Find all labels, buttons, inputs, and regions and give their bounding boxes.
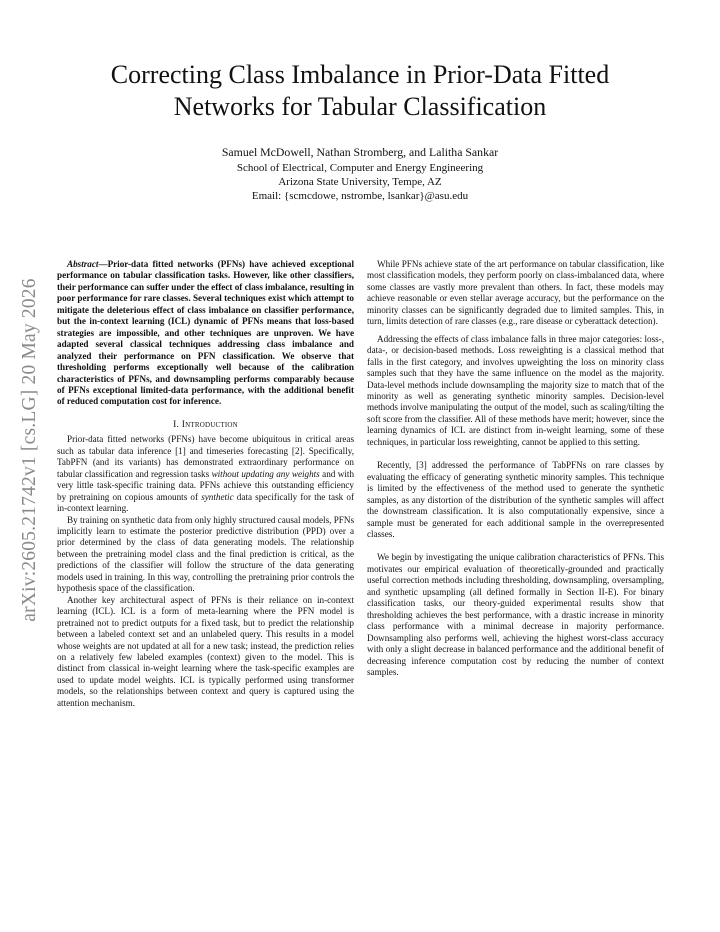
intro-paragraph-2: By training on synthetic data from only highly structured causal models, PFNs implicitly learn to estimate the posterior predictive distribution (PPD) over a prior determined by the class of data generating models. The relationship between the pretraining model class and the final prediction is critical, as the predictions of the classifier will follow the structure of the data generating models used in training. In this way, controlling the pretraining prior controls the hypothesis space of the classification. (57, 514, 354, 594)
author-email: Email: {scmcdowe, nstrombe, lsankar}@asu.edu (251, 190, 469, 202)
affiliation-school: School of Electrical, Computer and Energy Engineering (236, 162, 484, 174)
title-line-2: Networks for Tabular Classification (173, 92, 547, 121)
paper-title (60, 59, 660, 123)
intro-paragraph-6: Recently, [3] addressed the performance of TabPFNs on rare classes by evaluating the efficacy of generating synthetic minority samples. This technique is limited by the effectiveness of the method used to generate the synthetic samples, as any distortion of the distribution of the synthetic samples will affect the downstream classification. It is also computationally expensive, since a sample must be generated for each additional sample in the overrepresented classes. (367, 460, 664, 539)
arxiv-identifier: arXiv:2605.21742v1 [cs.LG] 20 May 2026 (19, 278, 40, 622)
intro-p1-emphasis-2: synthetic (201, 491, 234, 502)
abstract (57, 259, 354, 408)
intro-paragraph-7: We begin by investigating the unique calibration characteristics of PFNs. This motivates our empirical evaluation of theoretically-grounded and practically useful correction methods including thresholding, downsampling, oversampling, and synthetic upsampling (all defined formally in Section II-E). For binary classification tasks, our theory-guided experimental results show that thresholding achieves the best performance, with a drastic increase in minority class performance with a minimal decrease in majority performance. Downsampling also performs well, achieving the highest worst-class accuracy with only a slight decrease in balanced performance and the additional benefit of decreasing inference computation cost by reducing the number of context samples. (367, 552, 664, 677)
intro-p1-text-c: data specifically for the task of in-context learning. (57, 491, 354, 514)
intro-paragraph-1 (57, 434, 354, 514)
intro-p1-text-b: and with very little task-specific training data. PFNs achieve this outstanding efficiency by pretraining on copious amounts of (57, 468, 355, 502)
intro-p1-text-a: Prior-data fitted networks (PFNs) have become ubiquitous in critical areas such as tabular data inference [1] and timeseries forecasting [2]. Specifically, TabPFN (and its variants) has demonstrated extraordinary performance on tabular classification and regression tasks (57, 434, 354, 479)
abstract-label: Abstract (67, 259, 99, 269)
abstract-text: —Prior-data fitted networks (PFNs) have achieved exceptional performance on tabular classification tasks. However, like other classifiers, their performance can suffer under the effect of class imbalance, resulting in poor performance for rare classes. Several techniques exist which attempt to mitigate the deleterious effect of class imbalance on classifier performance, but the in-context learning (ICL) dynamic of PFNs means that loss-based strategies are impossible, and other techniques are unproven. We have adapted several classical techniques addressing class imbalance and analyzed their performance on PFN classification. We observe that thresholding performs exceptionally well because of the calibration characteristics of PFNs, and downsampling performs comparably because of PFNs exceptional limited-data performance, with the additional benefit of reduced computation cost for inference. (57, 259, 354, 407)
author-block (60, 145, 660, 203)
intro-paragraph-3: Another key architectural aspect of PFNs is their reliance on in-context learning (ICL). ICL is a form of meta-learning where the PFN model is pretrained not to predict outputs for a fixed task, but to predict the relationship between a labeled context set and an unlabeled query. This results in a model whose weights are not updated at all for a new task; instead, the prediction relies on a relatively few labeled examples (context) given to the model. This is distinct from classical in-weight learning where the task-specific examples are used to update model weights. ICL is typically performed using transformer models, so the relationships between context and query is captured using the attention mechanism. (57, 594, 354, 708)
intro-paragraph-5: Addressing the effects of class imbalance falls in three major categories: loss-, data-, or decision-based methods. Loss reweighting is a classical method that falls in the first category, and involves upweighting the loss on minority class samples such that they have the same influence on the model as the majority. Data-level methods include downsampling the majority size to match that of the minority as well as generating synthetic minority samples. Decision-level methods involve manipulating the output of the model, such as scaling/tilting the soft score from the classifier. All of these methods have merit; however, since the learning dynamics of ICL are distinct from in-weight learning, some of these techniques, in particular loss reweighting, cannot be applied to this setting. (367, 333, 664, 447)
arxiv-sidebar-stamp (14, 250, 46, 650)
section-heading-introduction: I. Introduction (173, 418, 238, 430)
intro-p1-emphasis-1: without updating any weights (211, 468, 320, 479)
title-line-1: Correcting Class Imbalance in Prior-Data Fitted (110, 60, 610, 89)
left-column (57, 259, 354, 709)
affiliation-university: Arizona State University, Tempe, AZ (278, 176, 442, 188)
intro-paragraph-4: While PFNs achieve state of the art performance on tabular classification, like most classification models, they perform poorly on class-imbalanced data, where some classes are vastly more prevalent than others. In fact, these models may achieve reasonable or even stellar average accuracy, but the performance on the minority classes can be significantly degraded due to limited samples. This, in turn, limits detection of rare classes (e.g., rare disease or cyberattack detection). (367, 259, 664, 327)
right-column (367, 259, 664, 678)
author-names: Samuel McDowell, Nathan Stromberg, and Lalitha Sankar (221, 145, 499, 159)
